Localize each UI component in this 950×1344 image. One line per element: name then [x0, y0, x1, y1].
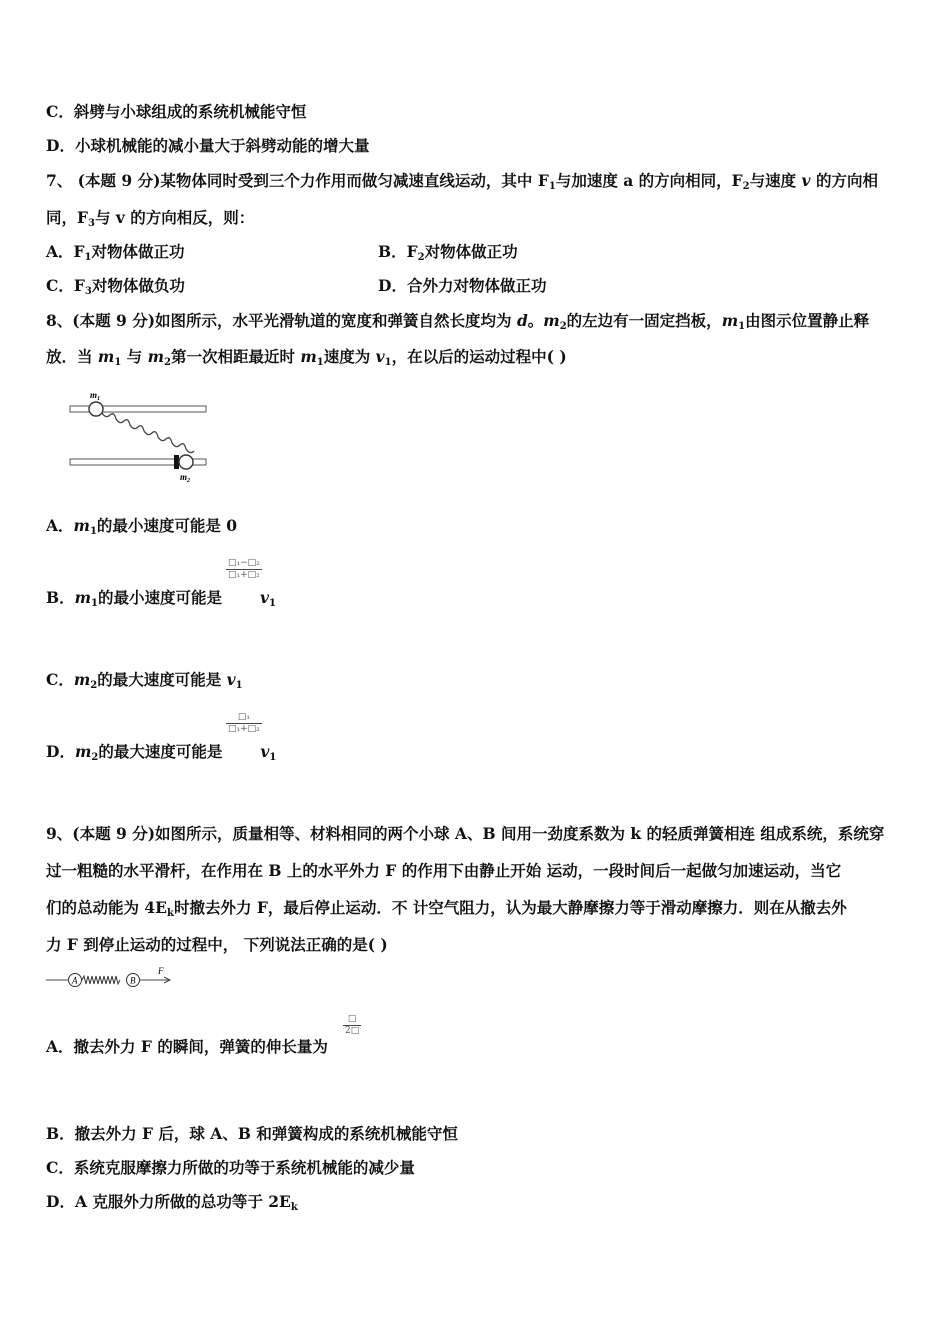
q9-option-b: B．撤去外力 F 后，球 A、B 和弹簧构成的系统机械能守恒 — [46, 1124, 458, 1143]
label-m1: $m_1$ — [90, 390, 101, 402]
ball-m1 — [89, 402, 103, 416]
label-m2: $m_2$ — [180, 472, 191, 484]
q8-rail-spring-figure — [64, 386, 214, 486]
q9-spring-balls-figure — [46, 966, 176, 992]
spring — [82, 976, 120, 984]
q7-stem-line2: 同，$F_3$与 v 的方向相反，则： — [46, 208, 255, 229]
stopper — [174, 455, 179, 469]
ball-m2 — [179, 455, 193, 469]
q7-stem-line1: 7、 (本题 9 分)某物体同时受到三个力作用而做匀减速直线运动，其中 $F_1$与加速度 a 的方向相同，$F_2$与速度 v 的方向相 — [46, 171, 878, 192]
q9-stem-line3: 们的总动能为 $4E_k$时撤去外力 F，最后停止运动．不 计空气阻力，认为最大静摩擦力等于滑动摩擦力．则在从撤去外 — [46, 898, 847, 919]
q9-stem-line1: 9、(本题 9 分)如图所示，质量相等、材料相同的两个小球 A、B 间用一劲度系数为 k 的轻质弹簧相连 组成系统，系统穿 — [46, 824, 885, 843]
q7-option-d: D．合外力对物体做正功 — [378, 276, 547, 295]
q8-option-d: D．$m_2$的最大速度可能是 $v_1$ — [46, 742, 277, 763]
q8-option-c: C．$m_2$的最大速度可能是 $v_1$ — [46, 670, 243, 691]
q7-option-c: C．$F_3$对物体做负功 — [46, 276, 185, 297]
q8-stem-line1: 8、(本题 9 分)如图所示，水平光滑轨道的宽度和弹簧自然长度均为 d。$m_2$的左边有一固定挡板，$m_1$由图示位置静止释 — [46, 311, 870, 332]
q9-option-a-fraction: □ 2□ — [345, 1014, 360, 1036]
spring — [102, 413, 194, 453]
q9-option-d: D．A 克服外力所做的总功等于 $2E_k$ — [46, 1192, 298, 1213]
q8-option-d-fraction: □₁ □₁+□₂ — [228, 712, 260, 734]
label-b: B — [130, 975, 136, 986]
label-a: A — [72, 975, 78, 986]
q7-option-a: A．$F_1$对物体做正功 — [46, 242, 185, 263]
q6-option-c: C．斜劈与小球组成的系统机械能守恒 — [46, 102, 307, 121]
q9-option-a: A．撤去外力 F 的瞬间，弹簧的伸长量为 — [46, 1037, 328, 1056]
q6-option-d: D．小球机械能的减小量大于斜劈动能的增大量 — [46, 136, 370, 155]
q9-stem-line2: 过一粗糙的水平滑杆，在作用在 B 上的水平外力 F 的作用下由静止开始 运动，一段时间后一起做匀加速运动，当它 — [46, 861, 842, 880]
q8-option-b-fraction: □₁−□₂ □₁+□₂ — [228, 558, 260, 580]
q8-option-b: B．$m_1$的最小速度可能是 $v_1$ — [46, 588, 276, 609]
q9-option-c: C．系统克服摩擦力所做的功等于系统机械能的减少量 — [46, 1158, 415, 1177]
q8-stem-line2: 放．当 $m_1$ 与 $m_2$第一次相距最近时 $m_1$速度为 $v_1$，在以后的运动过程中( ) — [46, 347, 567, 368]
label-f: F — [158, 966, 164, 976]
q9-stem-line4: 力 F 到停止运动的过程中， 下列说法正确的是( ) — [46, 935, 388, 954]
q7-option-b: B．$F_2$对物体做正功 — [378, 242, 518, 263]
q8-option-a: A．$m_1$的最小速度可能是 0 — [46, 516, 238, 537]
